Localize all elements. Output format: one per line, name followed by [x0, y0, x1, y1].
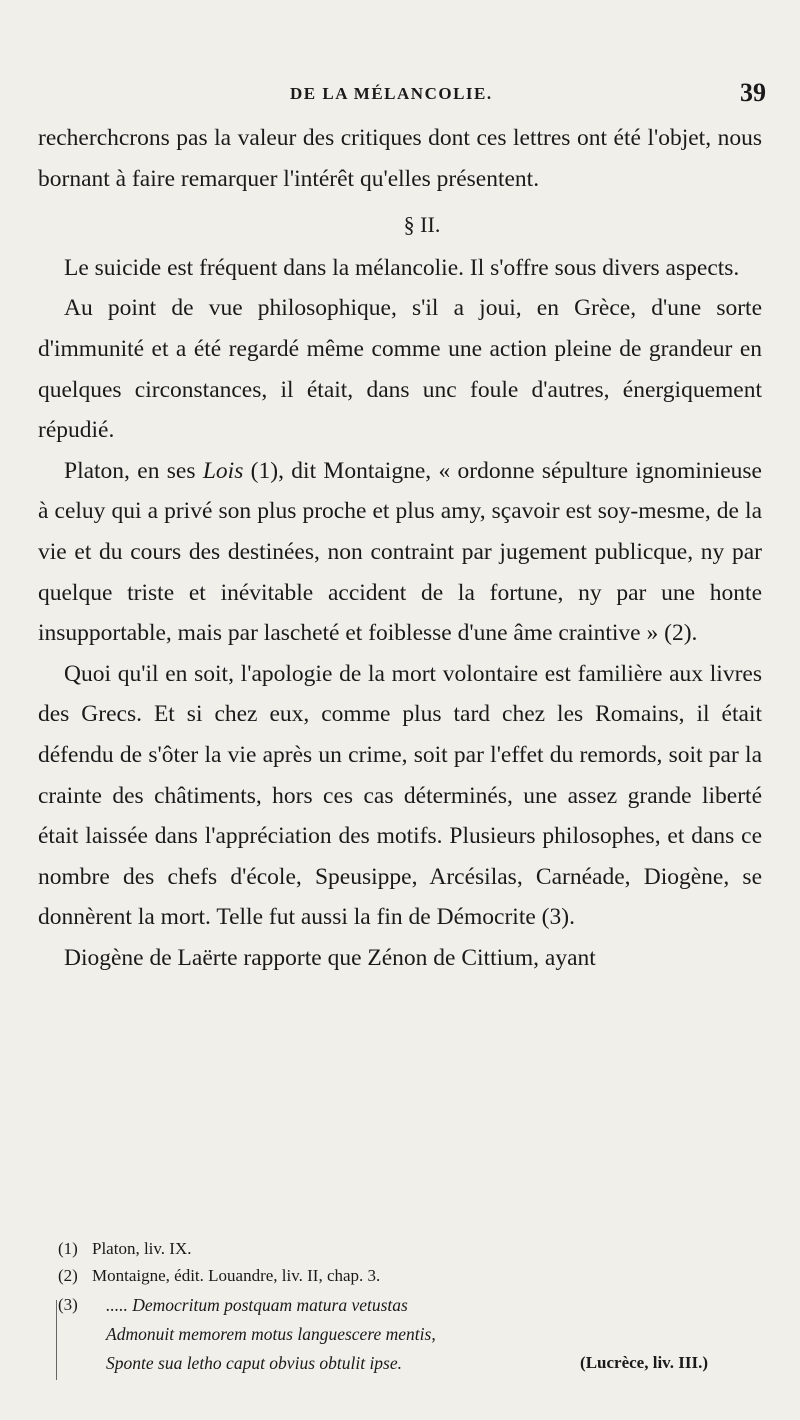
- footnotes: [58, 1235, 768, 1378]
- footnote-text: Platon, liv. IX.: [92, 1239, 192, 1258]
- page-number: 39: [740, 78, 766, 107]
- paragraph: Platon, en ses Lois (1), dit Montaigne, « ordonne sépulture ignominieuse à celuy qui a privé son plus proche et plus amy, sçavoir est soy-mesme, de la vie et du cours des destinées, non contraint par jugement publicque, ny par quelque triste et inévitable accident de la fortune, ny par une honte insupportable, mais par lascheté et foiblesse d'une âme craintive » (2).: [38, 457, 762, 647]
- brace-icon: [56, 1300, 65, 1380]
- quote-line: Sponte sua letho caput obvius obtulit ipse.: [106, 1353, 403, 1373]
- footnote-text: Montaigne, édit. Louandre, liv. II, chap. 3.: [92, 1266, 381, 1285]
- italic-title: Lois: [202, 457, 244, 484]
- footnote: [58, 1235, 768, 1262]
- quote-line: ..... Democritum postquam matura vetustas: [106, 1295, 408, 1315]
- quote-line: Admonuit memorem motus languescere mentis,: [106, 1324, 436, 1344]
- paragraph: Au point de vue philosophique, s'il a joui, en Grèce, d'une sorte d'immunité et a été regardé même comme une action pleine de grandeur en quelques circonstances, il était, dans unc foule d'autres, énergiquement répudié.: [38, 295, 762, 444]
- body-text: [38, 118, 762, 978]
- footnote-mark: (2): [58, 1266, 78, 1285]
- quote-lines: [92, 1291, 768, 1378]
- paragraph: Diogène de Laërte rapporte que Zénon de Cittium, ayant: [64, 944, 596, 971]
- footnote: [58, 1262, 768, 1289]
- paragraph: Le suicide est fréquent dans la mélancolie. Il s'offre sous divers aspects.: [64, 254, 740, 281]
- footnote-mark: (3): [58, 1295, 78, 1314]
- section-heading: § II.: [403, 212, 441, 238]
- footnote-mark: (1): [58, 1239, 78, 1258]
- quote-source: (Lucrèce, liv. III.): [580, 1353, 708, 1372]
- paragraph: recherchcrons pas la valeur des critiques dont ces lettres ont été l'objet, nous bornant à faire remarquer l'intérêt qu'elles présentent.: [38, 125, 762, 192]
- page-header: [38, 78, 768, 114]
- paragraph: Quoi qu'il en soit, l'apologie de la mort volontaire est familière aux livres des Grecs. Et si chez eux, comme plus tard chez les Romains, il était défendu de s'ôter la vie après un crime, soit par l'effet du remords, soit par la crainte des châtiments, hors ces cas déterminés, une assez grande liberté était laissée dans l'appréciation des motifs. Plusieurs philosophes, et dans ce nombre des chefs d'école, Speusippe, Arcésilas, Carnéade, Diogène, se donnèrent la mort. Telle fut aussi la fin de Démocrite (3).: [38, 660, 762, 931]
- footnote-quote: [58, 1291, 768, 1378]
- running-title: DE LA MÉLANCOLIE.: [290, 84, 493, 103]
